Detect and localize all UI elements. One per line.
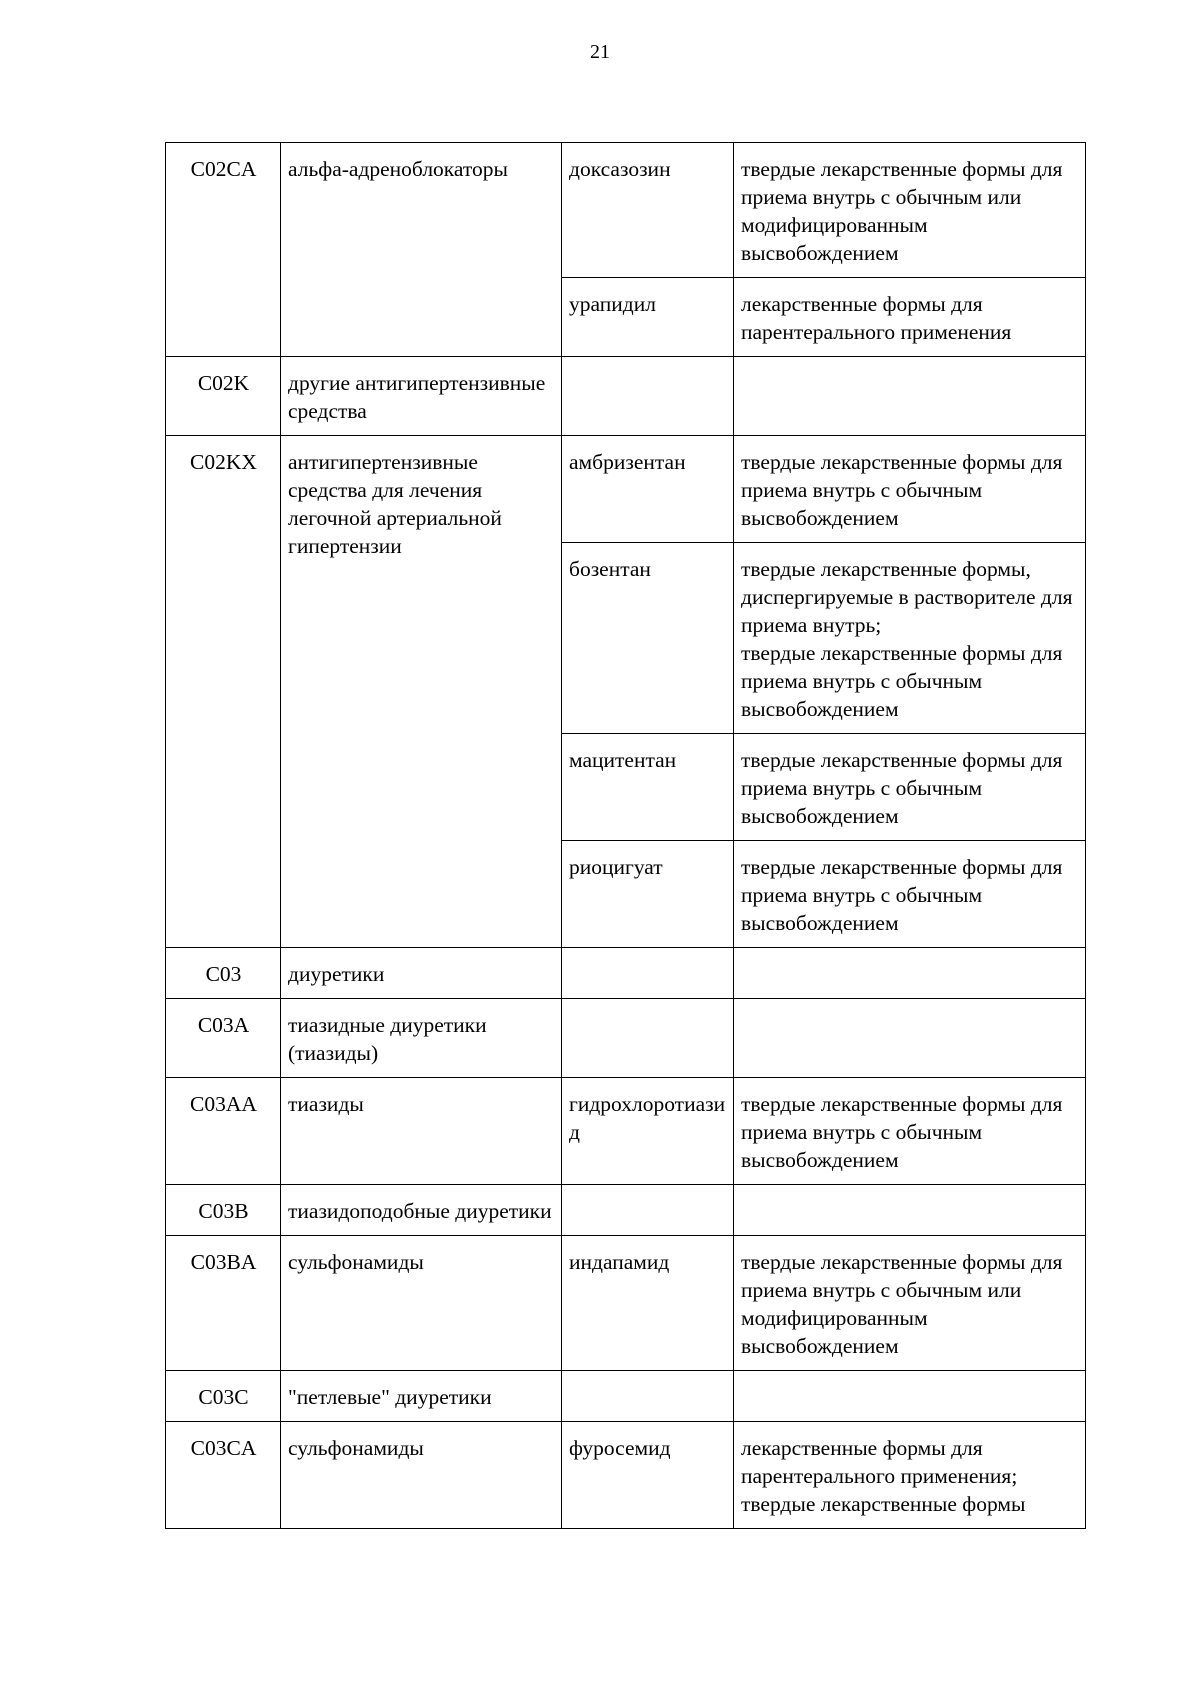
- drug-name: урапидил: [562, 278, 734, 357]
- atc-code: C03AA: [166, 1078, 281, 1185]
- drug-name: мацитентан: [562, 734, 734, 841]
- table-row: [166, 1236, 1086, 1371]
- drug-name: доксазозин: [562, 143, 734, 278]
- drug-name-empty: [562, 357, 734, 436]
- drug-name: индапамид: [562, 1236, 734, 1371]
- dosage-form-line: твердые лекарственные формы для приема внутрь с обычным высвобождением: [741, 641, 1063, 721]
- dosage-form: твердые лекарственные формы для приема внутрь с обычным или модифицированным высвобождением: [734, 1236, 1086, 1371]
- dosage-form-line: твердые лекарственные формы, диспергируемые в растворителе для приема внутрь;: [741, 557, 1073, 637]
- atc-group: альфа-адреноблокаторы: [281, 143, 562, 357]
- drug-name: бозентан: [562, 543, 734, 734]
- atc-code: C02KX: [166, 436, 281, 948]
- table-row: [166, 1078, 1086, 1185]
- atc-code: C03: [166, 948, 281, 999]
- atc-group: сульфонамиды: [281, 1422, 562, 1529]
- dosage-form-empty: [734, 999, 1086, 1078]
- atc-code: C02CA: [166, 143, 281, 357]
- dosage-form: твердые лекарственные формы для приема внутрь с обычным высвобождением: [734, 1078, 1086, 1185]
- atc-group: другие антигипертензивные средства: [281, 357, 562, 436]
- dosage-form-line: твердые лекарственные формы: [741, 1492, 1026, 1516]
- table-row: [166, 1185, 1086, 1236]
- drug-name: риоцигуат: [562, 841, 734, 948]
- dosage-form: [734, 1422, 1086, 1529]
- table-row: [166, 436, 1086, 543]
- dosage-form: твердые лекарственные формы для приема внутрь с обычным или модифицированным высвобождением: [734, 143, 1086, 278]
- drug-name-empty: [562, 1185, 734, 1236]
- atc-group: антигипертензивные средства для лечения легочной артериальной гипертензии: [281, 436, 562, 948]
- drug-name-empty: [562, 948, 734, 999]
- dosage-form: лекарственные формы для парентерального применения: [734, 278, 1086, 357]
- atc-group: сульфонамиды: [281, 1236, 562, 1371]
- drug-name: гидрохлоротиазид: [562, 1078, 734, 1185]
- atc-group: "петлевые" диуретики: [281, 1371, 562, 1422]
- dosage-form-line: лекарственные формы для парентерального применения;: [741, 1436, 1018, 1488]
- dosage-form: твердые лекарственные формы для приема внутрь с обычным высвобождением: [734, 841, 1086, 948]
- atc-code: C03B: [166, 1185, 281, 1236]
- dosage-form-empty: [734, 948, 1086, 999]
- atc-code: C03C: [166, 1371, 281, 1422]
- table-row: [166, 357, 1086, 436]
- table-row: [166, 948, 1086, 999]
- dosage-form-empty: [734, 1371, 1086, 1422]
- dosage-form-empty: [734, 1185, 1086, 1236]
- drug-name-empty: [562, 999, 734, 1078]
- atc-group: тиазиды: [281, 1078, 562, 1185]
- dosage-form: твердые лекарственные формы для приема внутрь с обычным высвобождением: [734, 436, 1086, 543]
- drug-table: [165, 142, 1086, 1529]
- table-row: [166, 143, 1086, 278]
- dosage-form: [734, 543, 1086, 734]
- dosage-form-empty: [734, 357, 1086, 436]
- atc-group: диуретики: [281, 948, 562, 999]
- drug-name: амбризентан: [562, 436, 734, 543]
- atc-code: C02K: [166, 357, 281, 436]
- table-row: [166, 1371, 1086, 1422]
- table-row: [166, 1422, 1086, 1529]
- atc-code: C03BA: [166, 1236, 281, 1371]
- dosage-form: твердые лекарственные формы для приема внутрь с обычным высвобождением: [734, 734, 1086, 841]
- table-row: [166, 999, 1086, 1078]
- atc-code: C03CA: [166, 1422, 281, 1529]
- atc-group: тиазидные диуретики (тиазиды): [281, 999, 562, 1078]
- atc-code: C03A: [166, 999, 281, 1078]
- drug-name-empty: [562, 1371, 734, 1422]
- drug-name: фуросемид: [562, 1422, 734, 1529]
- atc-group: тиазидоподобные диуретики: [281, 1185, 562, 1236]
- page-number: 21: [590, 41, 610, 63]
